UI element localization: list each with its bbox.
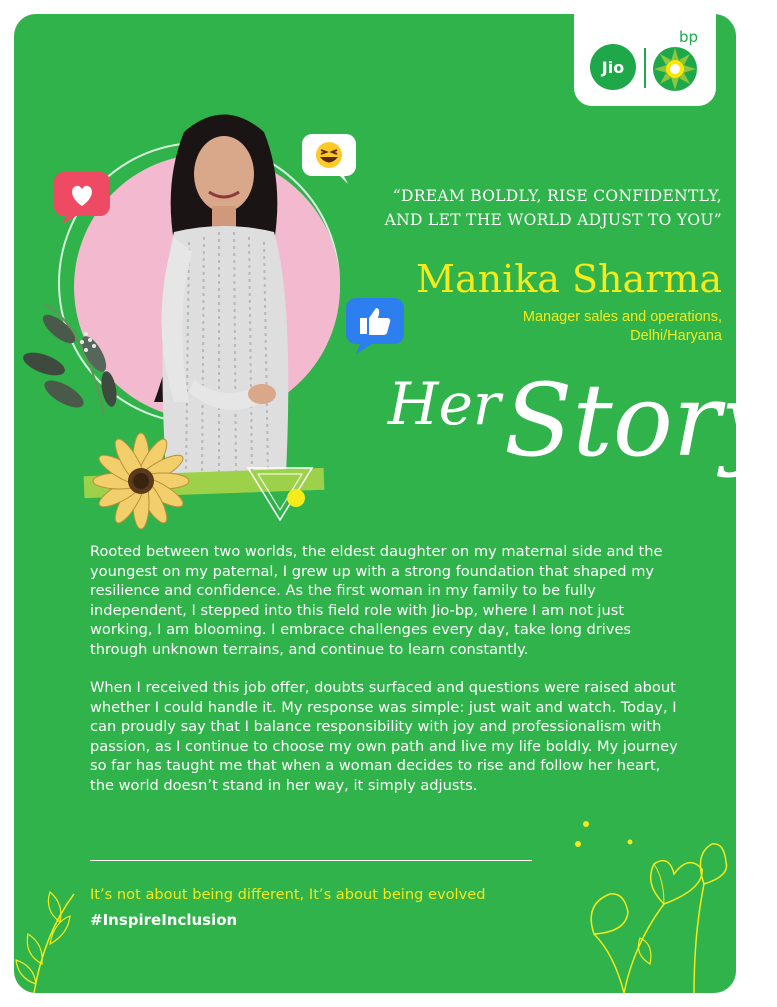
sunflower-icon: [86, 426, 196, 536]
profile-quote: “DREAM BOLDLY, RISE CONFIDENTLY, AND LET THE WORLD ADJUST TO YOU”: [384, 187, 722, 229]
story-paragraph-2: When I received this job offer, doubts surfaced and questions were raised about whether I could handle it. My response was simple: just wait and watch. Today, I can proudly say that I balance responsibility with joy and professionalism with passion, as I continue to choose my own path and live my life boldly. My journey so far has taught me that when a woman decides to rise and follow her heart, the world doesn’t stand in her way, it simply adjusts.: [90, 679, 678, 794]
poster-card: [14, 14, 777, 993]
bp-logo-text: bp: [679, 28, 699, 46]
divider-line: [90, 860, 532, 861]
leaf-outline-decoration-left: [14, 874, 94, 993]
story-paragraph-1: Rooted between two worlds, the eldest daughter on my maternal side and the youngest on my paternal, I grew up with a strong foundation that shaped my resilience and confidence. As the first woman in my family to be fully independent, I stepped into this field role with Jio-bp, where I am not just working, I am blooming. I embrace challenges every day, take long drives through unknown terrains, and continue to learn constantly.: [90, 543, 663, 658]
brand-logo: [574, 14, 716, 106]
heading-story: Story: [504, 362, 777, 479]
jio-logo: Jio: [590, 44, 636, 90]
story-body: [90, 542, 680, 814]
logo-divider: [644, 48, 646, 88]
profile-name: Manika Sharma: [416, 257, 722, 301]
profile-role: [394, 308, 722, 346]
leaf-decoration: [24, 294, 144, 444]
flower-outline-decoration-right: [554, 814, 736, 993]
heart-icon: [52, 170, 116, 226]
hashtag: #InspireInclusion: [90, 911, 238, 929]
role-title: Manager sales and operations,: [522, 309, 722, 325]
heading-her: Her: [388, 370, 501, 438]
bp-helios-icon: [650, 44, 700, 94]
tagline: It’s not about being different, It’s about being evolved: [90, 886, 486, 903]
role-location: Delhi/Haryana: [630, 328, 722, 344]
triangle-decoration: [242, 462, 322, 526]
laugh-emoji-icon: [300, 132, 360, 186]
